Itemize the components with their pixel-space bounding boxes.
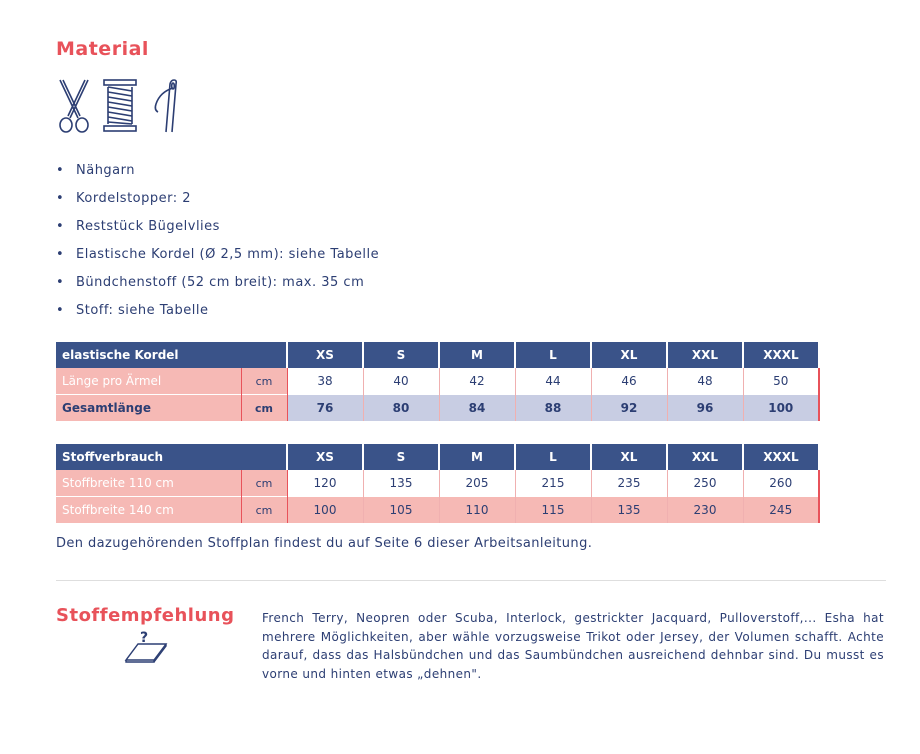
table-header-row: elastische Kordel XS S M L XL XXL XXXL [56, 342, 819, 368]
fabric-plan-note: Den dazugehörenden Stoffplan findest du auf Seite 6 dieser Arbeitsanleitung. [56, 536, 593, 551]
section-title-material: Material [56, 38, 149, 60]
table-row: Stoffbreite 140 cm cm 100 105 110 115 135 230 245 [56, 497, 819, 524]
list-item: • Nähgarn [56, 163, 136, 178]
fabric-consumption-table [56, 444, 820, 523]
table-row: Länge pro Ärmel cm 38 40 42 44 46 48 50 [56, 368, 819, 395]
list-item: • Bündchenstoff (52 cm breit): max. 35 cm [56, 275, 365, 290]
needle-icon [152, 78, 182, 134]
list-item: • Reststück Bügelvlies [56, 219, 220, 234]
materials-list [56, 160, 379, 328]
list-item: • Elastische Kordel (Ø 2,5 mm): siehe Tabelle [56, 247, 380, 262]
cord-size-table [56, 342, 820, 421]
fabric-recommendation-text: French Terry, Neopren oder Scuba, Interlock, gestrickter Jacquard, Pulloverstoff,... Esha hat mehrere Möglichkeiten, aber wähle vorzugsweise Trikot oder Jersey, der Volumen schafft. Achte darauf, dass das Halsbündchen und das Saumbündchen ausreichend dehnbar sind. Du musst es vorne und hinten etwas „dehnen". [262, 611, 884, 681]
fabric-question-icon [124, 630, 168, 664]
thread-spool-icon [102, 78, 138, 134]
table-header-row: Stoffverbrauch XS S M L XL XXL XXXL [56, 444, 819, 470]
section-title-fabric-recommendation: Stoffempfehlung [56, 605, 235, 626]
list-item: • Stoff: siehe Tabelle [56, 303, 209, 318]
scissors-icon [56, 78, 92, 134]
table-row: Gesamtlänge cm 76 80 84 88 92 96 100 [56, 395, 819, 422]
table-row: Stoffbreite 110 cm cm 120 135 205 215 235 250 260 [56, 470, 819, 497]
list-item: • Kordelstopper: 2 [56, 191, 192, 206]
divider [56, 580, 886, 581]
question-mark-glyph: ? [139, 630, 149, 646]
